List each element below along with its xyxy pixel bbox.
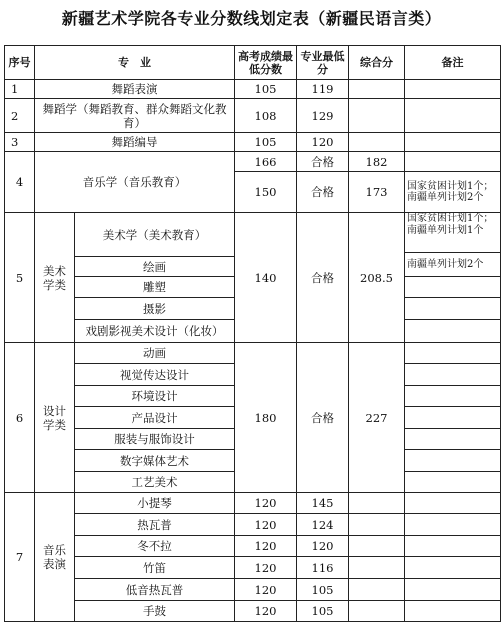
major-cell: 工艺美术	[75, 472, 235, 493]
major-cell: 环境设计	[75, 386, 235, 407]
note-cell: 南疆单列计划2个	[405, 253, 501, 277]
major-cell: 雕塑	[75, 277, 235, 298]
major-cell: 数字媒体艺术	[75, 450, 235, 472]
header-prof: 专业最低分	[297, 46, 349, 80]
major-cell: 舞蹈表演	[35, 80, 235, 99]
note-cell: 国家贫困计划1个；南疆单列计划2个	[405, 172, 501, 213]
page-title: 新疆艺术学院各专业分数线划定表（新疆民语言类）	[61, 9, 442, 28]
major-cell: 音乐学（音乐教育）	[35, 152, 235, 213]
table-row: 1 舞蹈表演 105 119	[5, 80, 501, 99]
header-note: 备注	[405, 46, 501, 80]
header-major: 专 业	[35, 46, 235, 80]
major-cell: 小提琴	[75, 493, 235, 514]
group-cell: 美术学类	[35, 213, 75, 343]
table-row: 6 设计学类 动画 180 合格 227	[5, 343, 501, 364]
major-cell: 产品设计	[75, 407, 235, 429]
major-cell: 舞蹈学（舞蹈教育、群众舞蹈文化教育）	[35, 99, 235, 133]
table-row: 低音热瓦普 120 105	[5, 579, 501, 601]
major-cell: 竹笛	[75, 557, 235, 579]
table-row: 2 舞蹈学（舞蹈教育、群众舞蹈文化教育） 108 129	[5, 99, 501, 133]
header-seq: 序号	[5, 46, 35, 80]
group-cell: 设计学类	[35, 343, 75, 493]
table-row: 冬不拉 120 120	[5, 536, 501, 557]
header-gaokao: 高考成绩最低分数	[235, 46, 297, 80]
major-cell: 动画	[75, 343, 235, 364]
group-cell: 音乐表演	[35, 493, 75, 622]
major-cell: 服装与服饰设计	[75, 429, 235, 450]
table-row: 3 舞蹈编导 105 120	[5, 133, 501, 152]
table-header-row	[5, 46, 501, 80]
major-cell: 低音热瓦普	[75, 579, 235, 601]
major-cell: 舞蹈编导	[35, 133, 235, 152]
header-total: 综合分	[349, 46, 405, 80]
table-row: 150 合格 173 国家贫困计划1个；南疆单列计划2个	[5, 172, 501, 213]
major-cell: 视觉传达设计	[75, 364, 235, 386]
table-row: 热瓦普 120 124	[5, 514, 501, 536]
major-cell: 美术学（美术教育）	[75, 213, 235, 257]
major-cell: 摄影	[75, 298, 235, 320]
score-table	[4, 45, 501, 622]
table-row: 7 音乐表演 小提琴 120 145	[5, 493, 501, 514]
table-row: 手鼓 120 105	[5, 601, 501, 622]
note-cell: 国家贫困计划1个；南疆单列计划1个	[405, 213, 501, 253]
major-cell: 绘画	[75, 257, 235, 277]
major-cell: 热瓦普	[75, 514, 235, 536]
major-cell: 手鼓	[75, 601, 235, 622]
table-row: 竹笛 120 116	[5, 557, 501, 579]
table-row: 4 音乐学（音乐教育） 166 合格 182	[5, 152, 501, 172]
table-row: 5 美术学类 美术学（美术教育） 140 合格 208.5 国家贫困计划1个；南疆单列计划1个	[5, 213, 501, 253]
major-cell: 戏剧影视美术设计（化妆）	[75, 320, 235, 343]
major-cell: 冬不拉	[75, 536, 235, 557]
